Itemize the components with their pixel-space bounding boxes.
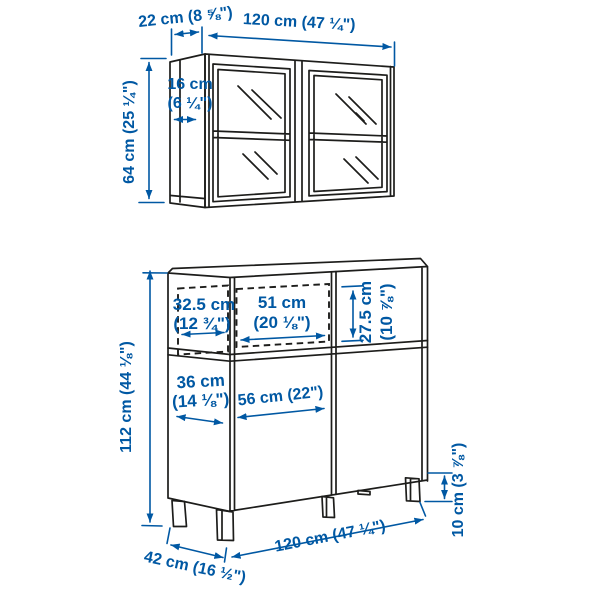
dim-interior-height xyxy=(342,281,396,343)
wall-frame-depth-label-line1: 16 cm xyxy=(167,76,213,93)
dim-wall-depth xyxy=(138,4,234,55)
glass-door-left xyxy=(213,64,290,202)
side-door-width-label-line1: 36 cm xyxy=(176,370,226,393)
dim-interior-depth xyxy=(173,295,235,335)
dim-side-door-width xyxy=(172,371,230,423)
front-door-width-label: 56 cm (22") xyxy=(236,383,325,410)
leg-height-label: 10 cm (3 ⅞") xyxy=(450,442,467,538)
side-door-width-label-line2: (14 ⅛") xyxy=(171,389,230,412)
dim-base-height xyxy=(118,271,167,526)
dim-arrow xyxy=(177,417,223,424)
dim-leg-height xyxy=(425,443,467,538)
dim-arrow xyxy=(238,409,324,418)
dim-tick xyxy=(139,59,166,203)
dim-interior-width xyxy=(241,293,325,340)
dim-base-width xyxy=(232,503,426,558)
interior-width-label-line1: 51 cm xyxy=(257,293,307,312)
dim-arrow xyxy=(175,32,199,35)
dim-tick xyxy=(425,473,452,502)
wall-width-label: 120 cm (47 ¼") xyxy=(242,11,356,34)
interior-depth-label-line1: 32.5 cm xyxy=(172,295,236,314)
wall-depth-label: 22 cm (8 ⅝") xyxy=(137,4,234,31)
dim-wall-frame-depth xyxy=(167,76,212,120)
interior-depth-label-line2: (12 ¾") xyxy=(173,314,231,333)
wall-frame-depth-label-line2: (6 ¼") xyxy=(167,95,213,112)
interior-width-label-line2: (20 ⅛") xyxy=(253,313,311,332)
dim-arrow xyxy=(209,36,391,48)
base-height-label: 112 cm (44 ⅛") xyxy=(118,341,135,453)
dim-arrow xyxy=(241,336,325,341)
wall-height-label: 64 cm (25 ¼") xyxy=(121,80,138,184)
interior-height-label-line2: (10 ⅞") xyxy=(377,283,396,341)
dim-tick xyxy=(172,27,203,55)
dim-wall-height xyxy=(121,59,166,203)
wall-cabinet-front-frame xyxy=(205,54,394,208)
base-width-label: 120 cm (47 ¼") xyxy=(273,517,388,556)
base-depth-label: 42 cm (16 ½") xyxy=(142,548,248,587)
dim-tick xyxy=(420,503,426,517)
dim-tick xyxy=(142,273,167,526)
interior-height-label-line1: 27.5 cm xyxy=(356,280,375,344)
dim-wall-width xyxy=(209,11,395,66)
dim-front-door-width xyxy=(237,384,324,418)
